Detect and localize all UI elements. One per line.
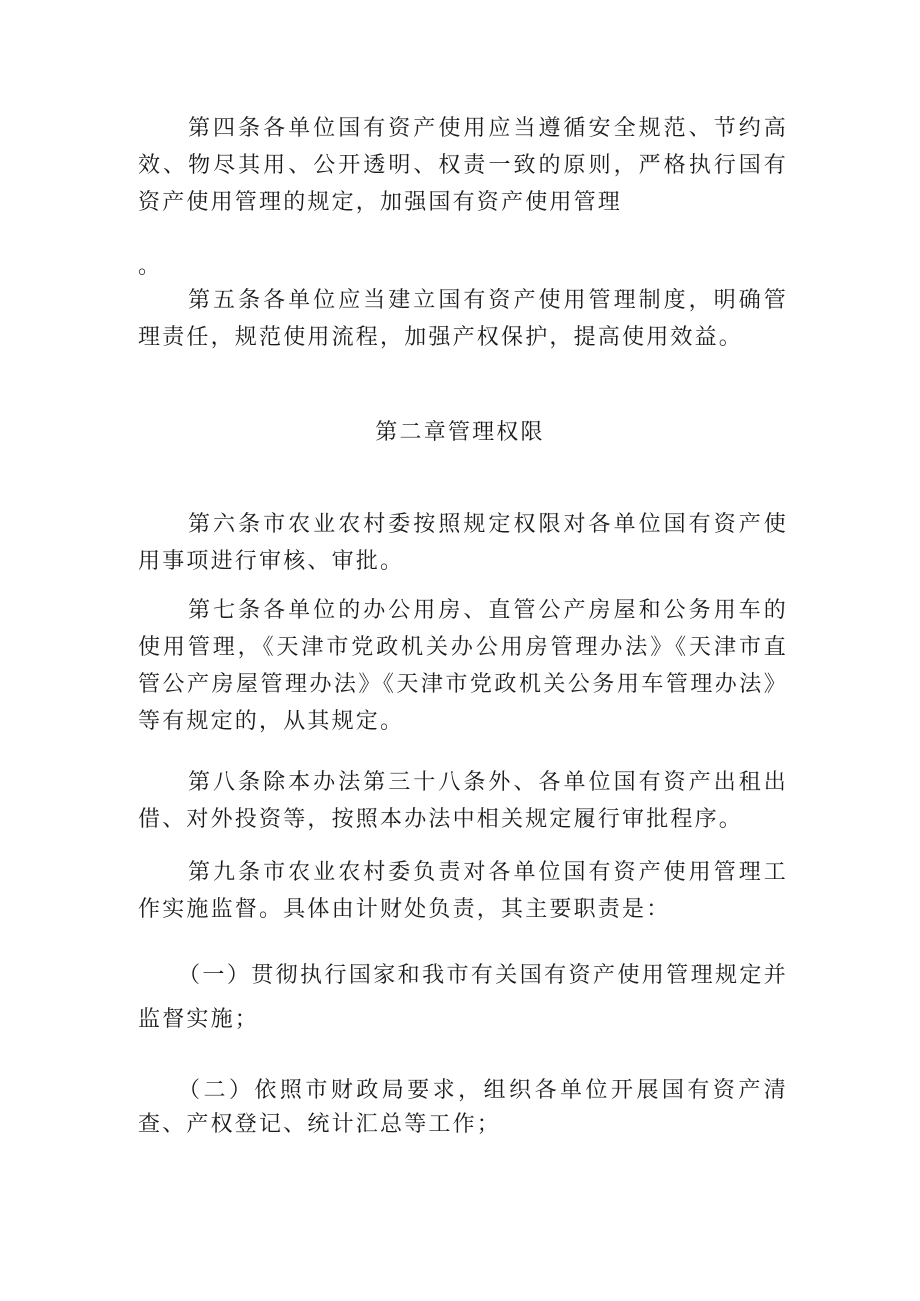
article-9-item-2: （二）依照市财政局要求，组织各单位开展国有资产清查、产权登记、统计汇总等工作； [138, 1078, 788, 1137]
chapter-2-heading: 第二章管理权限 [375, 420, 545, 445]
article-9-paragraph: 第九条市农业农村委负责对各单位国有资产使用管理工作实施监督。具体由计财处负责，其主要职责是： [138, 860, 788, 922]
article-7-paragraph: 第七条各单位的办公用房、直管公产房屋和公务用车的使用管理，《天津市党政机关办公用房管理办法》《天津市直管公产房屋管理办法》《天津市党政机关公务用车管理办法》等有规定的，从其规定。 [138, 598, 788, 734]
article-8-paragraph: 第八条除本办法第三十八条外、各单位国有资产出租出借、对外投资等，按照本办法中相关规定履行审批程序。 [138, 770, 788, 832]
article-5-paragraph: 第五条各单位应当建立国有资产使用管理制度，明确管理责任，规范使用流程，加强产权保护，提高使用效益。 [138, 288, 788, 350]
article-9-item-1: （一）贯彻执行国家和我市有关国有资产使用管理规定并监督实施； [138, 963, 788, 1032]
article-6-paragraph: 第六条市农业农村委按照规定权限对各单位国有资产使用事项进行审核、审批。 [138, 512, 788, 574]
article-4-paragraph: 第四条各单位国有资产使用应当遵循安全规范、节约高效、物尽其用、公开透明、权责一致的原则，严格执行国有资产使用管理的规定，加强国有资产使用管理 [138, 116, 788, 215]
article-4-trailing-period: 。 [138, 254, 161, 279]
